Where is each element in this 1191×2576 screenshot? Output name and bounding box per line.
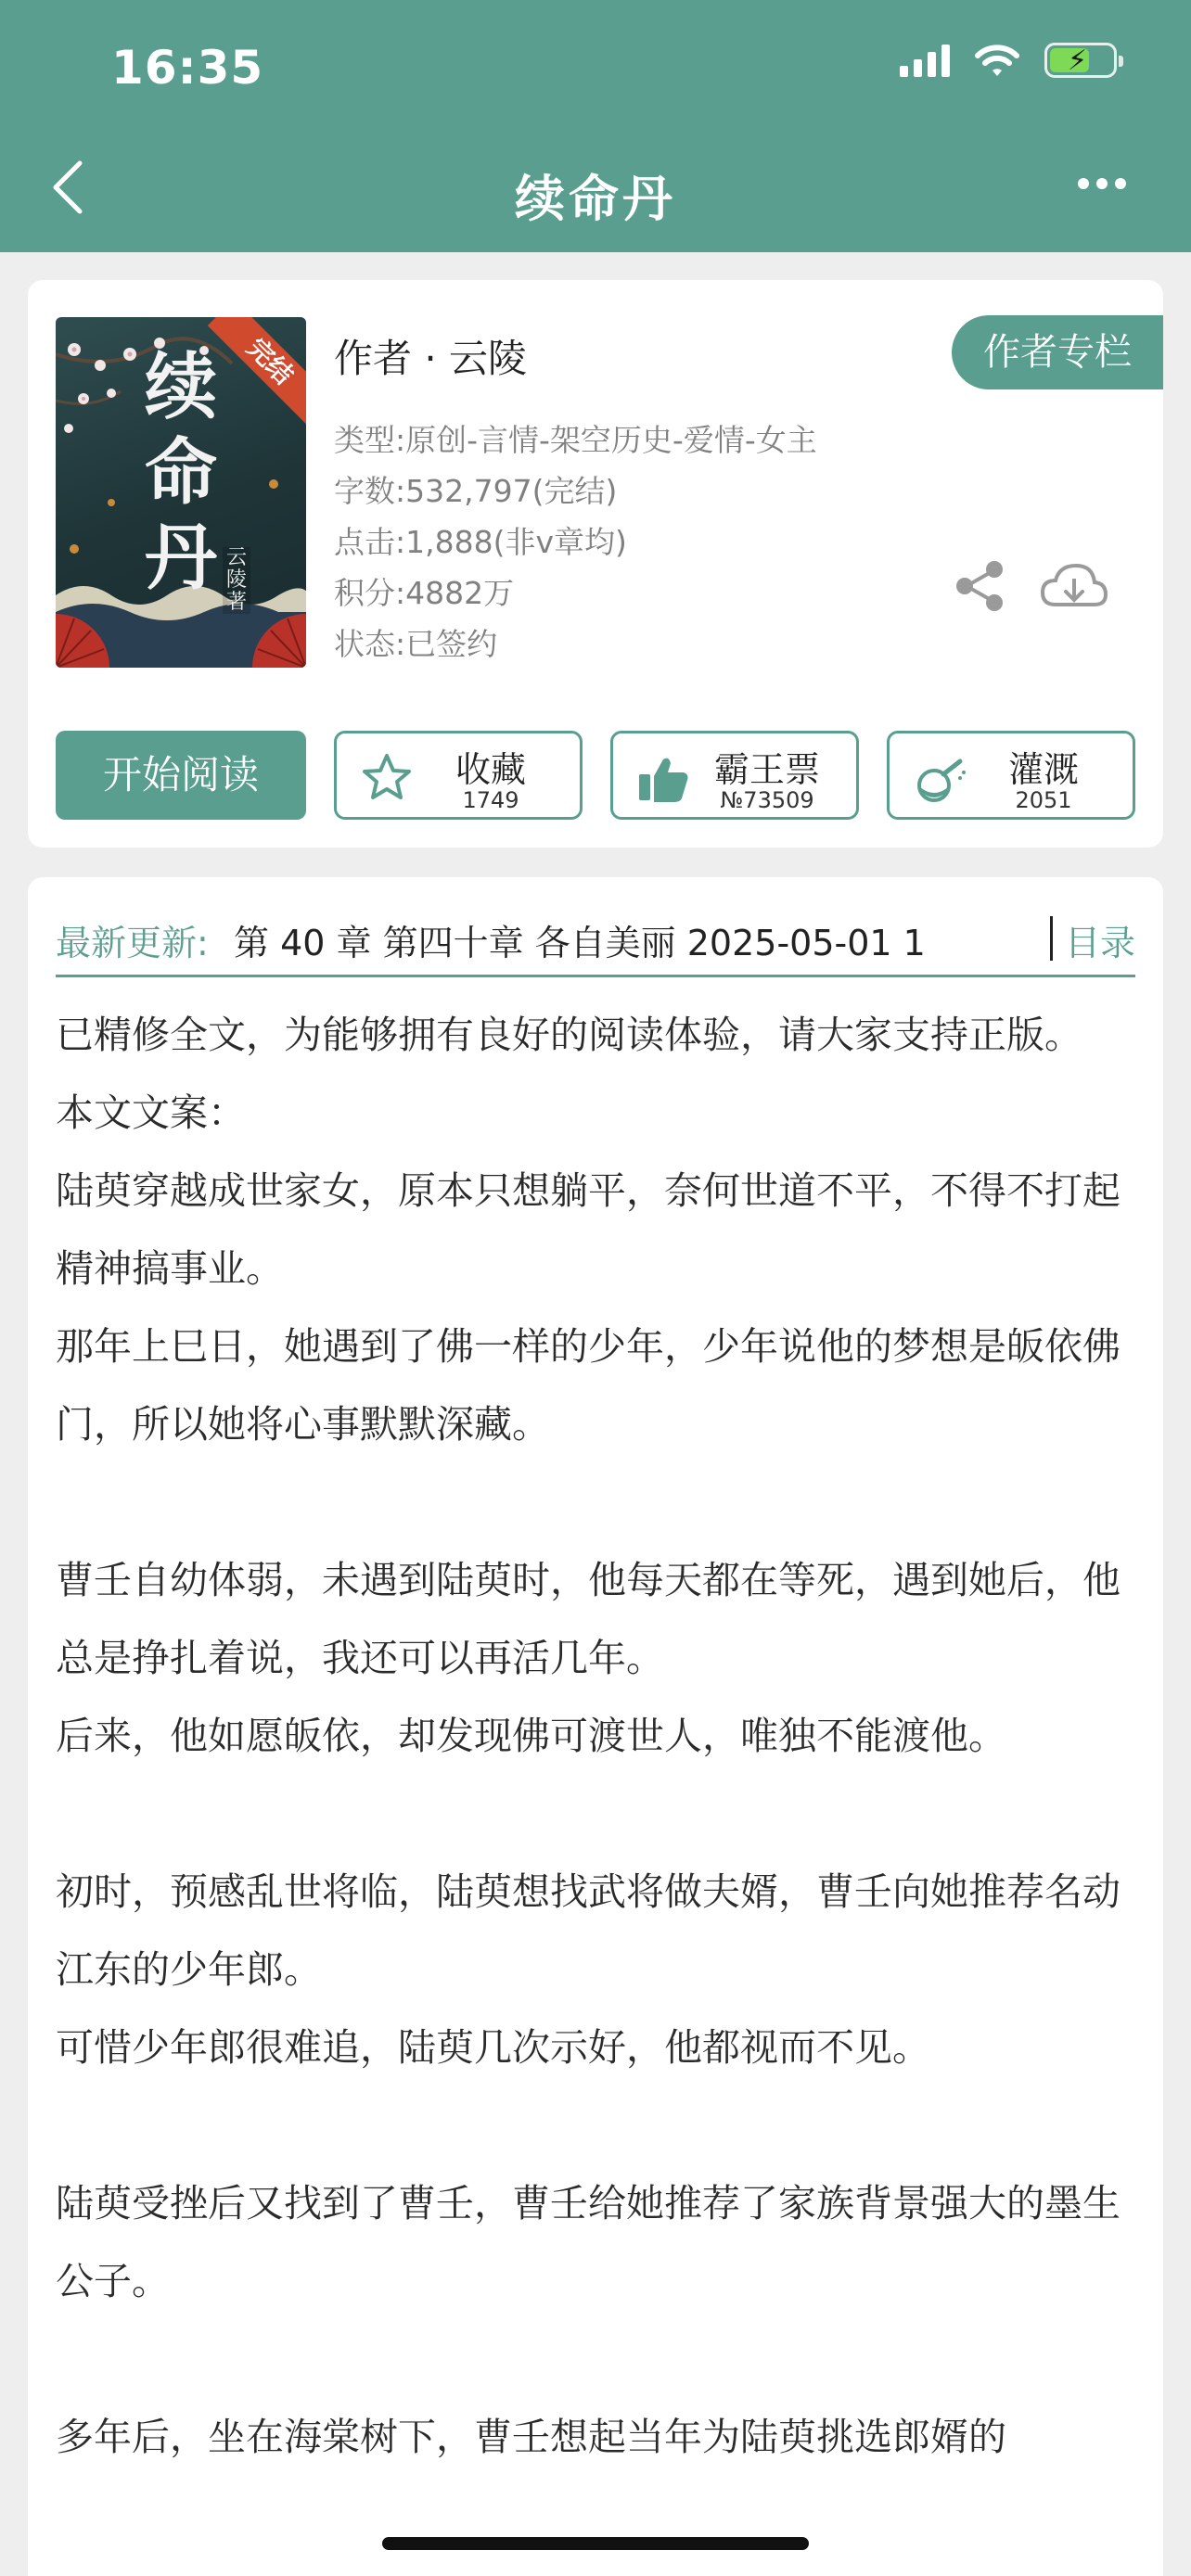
meta-status: 状态:已签约 <box>334 626 498 662</box>
favorite-button[interactable] <box>334 731 583 820</box>
more-options-button[interactable] <box>1078 178 1126 189</box>
synopsis-paragraph: 后来，他如愿皈依，却发现佛可渡世人，唯独不能渡他。 <box>56 1714 1006 1758</box>
table-of-contents-link[interactable]: 目录 <box>1064 923 1135 963</box>
synopsis <box>56 996 1150 2476</box>
meta-score: 积分:4882万 <box>334 575 515 611</box>
favorite-label: 收藏 <box>455 749 526 790</box>
synopsis-paragraph: 已精修全文，为能够拥有良好的阅读体验，请大家支持正版。 <box>56 1013 1082 1057</box>
ticket-button[interactable] <box>610 731 859 820</box>
cellular-signal-icon <box>900 44 950 77</box>
author-column-button[interactable]: 作者专栏 <box>952 315 1163 389</box>
synopsis-paragraph: 那年上巳日，她遇到了佛一样的少年，少年说他的梦想是皈依佛门，所以她将心事默默深藏。 <box>56 1324 1121 1447</box>
completed-ribbon: 完结 <box>208 317 306 424</box>
meta-genre: 类型:原创-言情-架空历史-爱情-女主 <box>334 422 817 458</box>
book-meta <box>334 414 817 670</box>
meta-word-count: 字数:532,797(完结) <box>334 473 618 509</box>
page-title: 续命丹 <box>515 170 676 228</box>
synopsis-spacer <box>56 2320 1150 2398</box>
synopsis-spacer <box>56 1775 1150 1853</box>
synopsis-paragraph: 可惜少年郎很难追，陆萸几次示好，他都视而不见。 <box>56 2025 930 2070</box>
cover-author: 云陵著 <box>223 547 250 614</box>
synopsis-spacer <box>56 2086 1150 2164</box>
star-icon <box>359 750 415 806</box>
share-icon[interactable] <box>952 558 1007 614</box>
author-name[interactable]: 作者 · 云陵 <box>334 336 528 381</box>
water-label: 灌溉 <box>1007 749 1079 790</box>
download-icon[interactable] <box>1039 558 1109 618</box>
ticket-label: 霸王票 <box>713 749 820 790</box>
favorite-count: 1749 <box>462 787 519 813</box>
status-time: 16:35 <box>111 41 264 95</box>
ticket-count: №73509 <box>720 787 814 813</box>
synopsis-paragraph: 陆萸穿越成世家女，原本只想躺平，奈何世道不平，不得不打起精神搞事业。 <box>56 1168 1121 1291</box>
divider <box>1050 916 1053 961</box>
synopsis-paragraph: 多年后，坐在海棠树下，曹壬想起当年为陆萸挑选郎婿的 <box>56 2415 1006 2459</box>
book-info-card <box>28 280 1163 848</box>
cover-title: 续命丹 <box>144 345 217 600</box>
thumbs-up-icon <box>635 750 691 806</box>
latest-chapter-link[interactable]: 第 40 章 第四十章 各自美丽 2025-05-01 1 <box>234 923 926 963</box>
description-card <box>28 877 1163 2576</box>
wifi-icon <box>974 43 1020 78</box>
battery-icon: ⚡ <box>1044 43 1117 78</box>
start-reading-button[interactable]: 开始阅读 <box>56 731 306 820</box>
status-icons <box>900 43 1117 78</box>
water-button[interactable] <box>887 731 1135 820</box>
synopsis-paragraph: 初时，预感乱世将临，陆萸想找武将做夫婿，曹壬向她推荐名动江东的少年郎。 <box>56 1869 1121 1992</box>
top-bar <box>0 0 1191 252</box>
synopsis-paragraph: 陆萸受挫后又找到了曹壬，曹壬给她推荐了家族背景强大的墨生公子。 <box>56 2181 1121 2303</box>
latest-update-row[interactable] <box>56 903 1135 977</box>
home-indicator[interactable] <box>382 2537 809 2550</box>
water-count: 2051 <box>1015 787 1072 813</box>
synopsis-paragraph: 曹壬自幼体弱，未遇到陆萸时，他每天都在等死，遇到她后，他总是挣扎着说，我还可以再活几年。 <box>56 1558 1121 1680</box>
book-cover[interactable] <box>56 317 306 668</box>
watering-can-icon <box>912 750 967 806</box>
meta-clicks: 点击:1,888(非v章均) <box>334 524 627 560</box>
synopsis-spacer <box>56 1463 1150 1541</box>
latest-update-label: 最新更新: <box>56 923 209 963</box>
synopsis-paragraph: 本文文案： <box>56 1090 246 1135</box>
